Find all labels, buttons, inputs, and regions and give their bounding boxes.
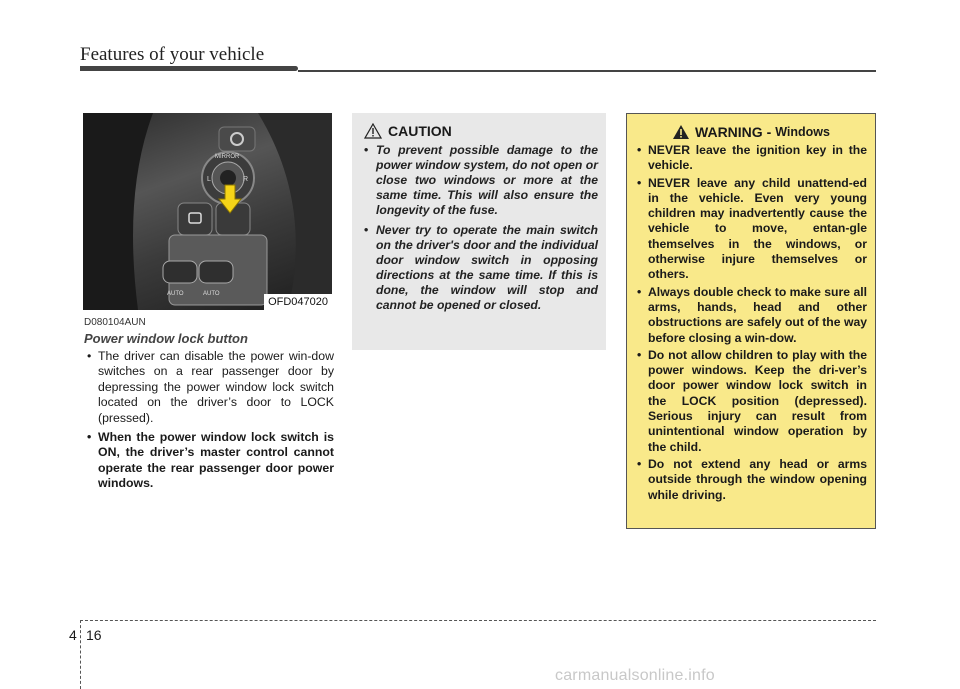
- warning-item: • Always double check to make sure all arms, hands, head and other obstructions are safely out of the way before closing a win-dow.: [635, 285, 867, 346]
- mirror-right-label: R: [243, 176, 249, 183]
- door-switch-photo: [83, 113, 332, 310]
- mirror-left-label: L: [207, 176, 211, 183]
- document-code: D080104AUN: [84, 317, 146, 328]
- photo-code: OFD047020: [264, 294, 332, 310]
- caution-item: • To prevent possible damage to the power window system, do not open or close two windows or more at the same time. This will also ensure the longevity of the fuse.: [364, 143, 598, 218]
- auto-label-left: AUTO: [167, 291, 184, 297]
- warning-icon: [672, 124, 690, 140]
- footer-rule: [80, 620, 876, 622]
- warning-item: • NEVER leave the ignition key in the vehicle.: [635, 143, 867, 174]
- warning-item: • NEVER leave any child unattend-ed in the vehicle. Even very young children may inadvertently cause the vehicle to move, entan-gle themselves in the windows, or otherwise injure themselves or others.: [635, 176, 867, 283]
- body-bullet: • The driver can disable the power win-dow switches on a rear passenger door by depressing the power window lock switch located on the driver’s door to LOCK (pressed).: [84, 349, 334, 426]
- footer-divider: [80, 620, 81, 689]
- warning-header: [635, 124, 867, 140]
- header-rule-thin: [298, 70, 876, 72]
- warning-title: WARNING -: [695, 124, 772, 140]
- body-bullet-bold: • When the power window lock switch is ON, the driver’s master control cannot operate the rear passenger door power windows.: [84, 430, 334, 492]
- warning-item: • Do not allow children to play with the power windows. Keep the dri-ver’s door power window lock switch in the LOCK position (depressed). Serious injury can result from unintentional window operation by the child.: [635, 348, 867, 455]
- caution-box: [352, 113, 606, 350]
- page-number: 16: [86, 627, 102, 643]
- caution-item: • Never try to operate the main switch on the driver's door and the individual door window switch in opposing directions at the same time. If this is done, the window will stop and cannot be opened or closed.: [364, 223, 598, 313]
- header-rule-thick: [80, 66, 298, 71]
- warning-item: • Do not extend any head or arms outside through the window opening while driving.: [635, 457, 867, 503]
- mirror-label: MIRROR: [215, 154, 240, 160]
- page-title: Features of your vehicle: [80, 44, 265, 65]
- caution-icon: [364, 123, 382, 139]
- caution-header: [364, 123, 598, 139]
- section-title: Power window lock button: [84, 331, 248, 346]
- auto-label-right: AUTO: [203, 291, 220, 297]
- body-list: [84, 349, 334, 496]
- warning-subtitle: Windows: [775, 125, 830, 139]
- warning-box: [626, 113, 876, 529]
- chapter-number: 4: [69, 627, 77, 643]
- watermark: carmanualsonline.info: [555, 667, 715, 684]
- caution-title: CAUTION: [388, 123, 452, 139]
